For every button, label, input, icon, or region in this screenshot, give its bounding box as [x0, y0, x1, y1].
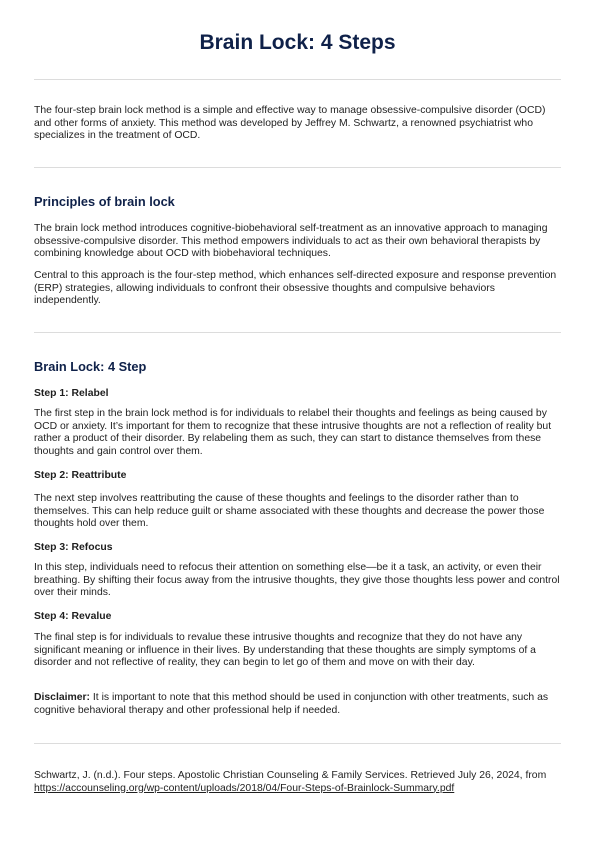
- step-3-text-container: [34, 562, 561, 600]
- page-title: Brain Lock: 4 Steps: [199, 31, 396, 54]
- citation-link[interactable]: https://accounseling.org/wp-content/uploads/2018/04/Four-Steps-of-Brainlock-Summary.pdf: [34, 782, 455, 794]
- divider: [34, 743, 561, 744]
- divider: [34, 332, 561, 333]
- step-4-text-container: [34, 632, 561, 670]
- principles-paragraph-container: [34, 223, 561, 261]
- disclaimer-label: Disclaimer:: [34, 692, 91, 703]
- steps-heading: Brain Lock: 4 Step: [34, 359, 147, 374]
- divider: [34, 167, 561, 168]
- principles-paragraph-container: [34, 270, 561, 308]
- disclaimer-text: It is important to note that this method should be used in conjunction with other treatments, such as cognitive behavioral therapy and other professional help if needed.: [34, 692, 549, 716]
- step-heading: Step 2: Reattribute: [34, 470, 127, 481]
- step-text: The next step involves reattributing the cause of these thoughts and feelings to the disorder rather than to themselves. This can help reduce guilt or shame associated with these thoughts and decrease the power those thoughts hold over them.: [34, 493, 545, 530]
- citation-paragraph: [34, 770, 561, 795]
- principles-paragraph: Central to this approach is the four-step method, which enhances self-directed exposure and response prevention (ERP) strategies, allowing individuals to confront their obsessive thoughts and compulsive behaviors independently.: [34, 270, 557, 307]
- steps-section: [34, 359, 561, 374]
- step-heading: Step 4: Revalue: [34, 611, 112, 622]
- step-heading: Step 3: Refocus: [34, 542, 113, 553]
- citation-section: [34, 770, 561, 795]
- step-text: In this step, individuals need to refocus their attention on something else—be it a task, an activity, or even their breathing. By shifting their focus away from the intrusive thoughts, they give those thoughts less power and control over their minds.: [34, 562, 560, 599]
- principles-section: [34, 194, 561, 209]
- step-4-heading-container: [34, 611, 561, 624]
- step-text: The final step is for individuals to revalue these intrusive thoughts and recognize that they do not have any significant meaning or influence in their lives. By understanding that these thoughts are simply symptoms of a disorder and not reflective of reality, they can begin to let go of them and move on with their day.: [34, 632, 536, 669]
- step-1-heading-container: [34, 388, 561, 401]
- principles-paragraph: The brain lock method introduces cognitive-biobehavioral self-treatment as an innovative approach to managing obsessive-compulsive disorder. This method empowers individuals to act as their own behavioral therapists by combining knowledge about OCD with biobehavioral techniques.: [34, 223, 548, 260]
- disclaimer: [34, 692, 561, 717]
- disclaimer-paragraph: [34, 692, 561, 717]
- step-3-heading-container: [34, 542, 561, 555]
- principles-heading: Principles of brain lock: [34, 194, 175, 209]
- step-2-text-container: [34, 493, 561, 531]
- step-1-text-container: [34, 408, 561, 458]
- step-text: The first step in the brain lock method is for individuals to relabel their thoughts and feelings as being caused by OCD or anxiety. It’s important for them to recognize that these intrusive thoughts are not a reflection of reality but rather a product of their disorder. By relabeling them as such, they can start to distance themselves from these thoughts and gain control over them.: [34, 408, 552, 457]
- divider: [34, 79, 561, 80]
- intro-section: [34, 105, 561, 143]
- citation-text: Schwartz, J. (n.d.). Four steps. Apostolic Christian Counseling & Family Services. Retrieved July 26, 2024, from: [34, 770, 547, 781]
- intro-paragraph: The four-step brain lock method is a simple and effective way to manage obsessive-compulsive disorder (OCD) and other forms of anxiety. This method was developed by Jeffrey M. Schwartz, a renowned psychiatrist who specializes in the treatment of OCD.: [34, 105, 546, 142]
- step-2-heading-container: [34, 470, 561, 483]
- step-heading: Step 1: Relabel: [34, 388, 109, 399]
